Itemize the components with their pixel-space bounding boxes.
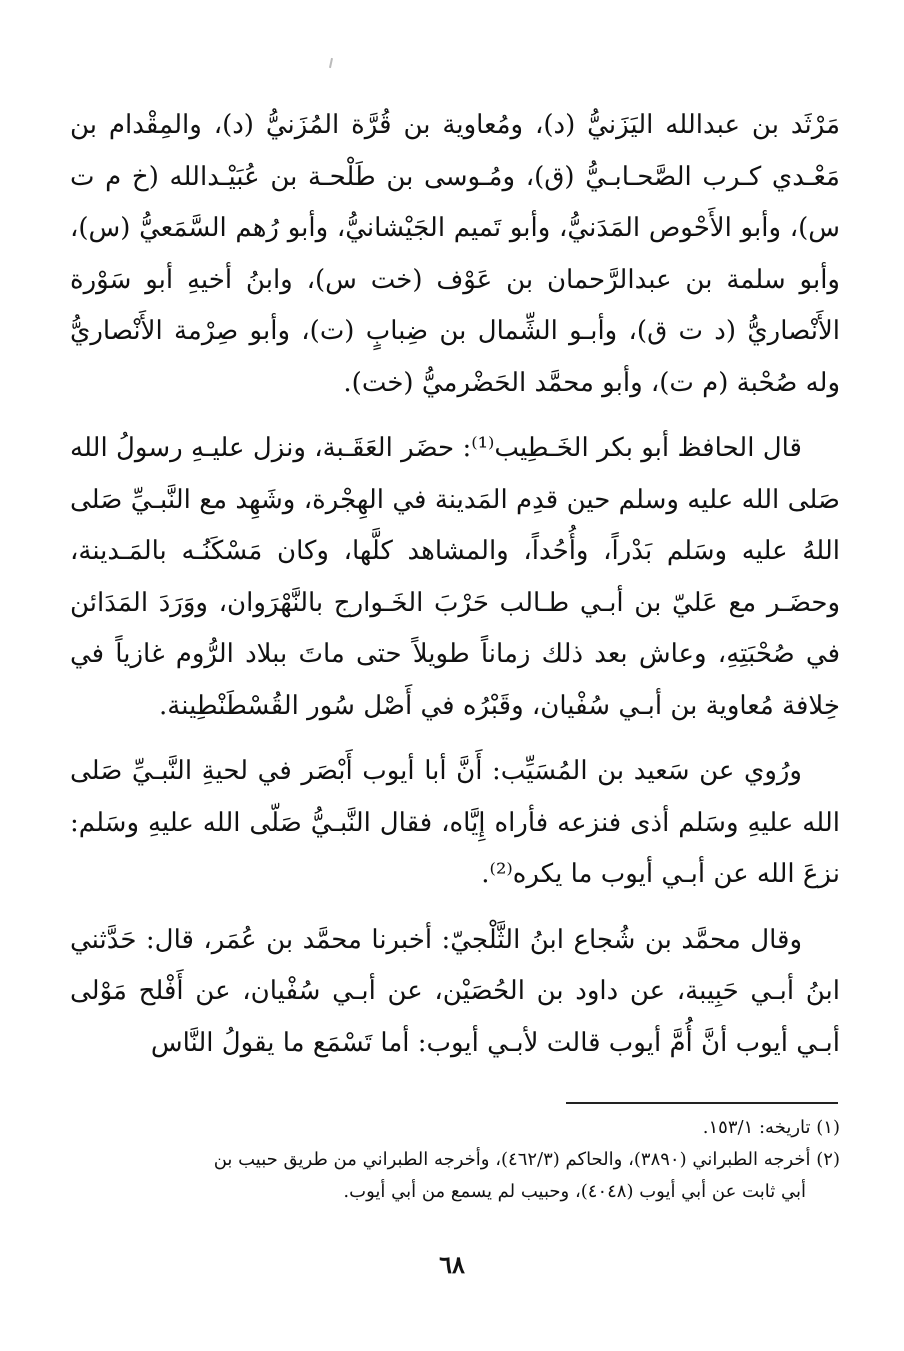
- footnote-text: أخرجه الطبراني (٣٨٩٠)، والحاكم (٤٦٢/٣)، وأخرجه الطبراني من طريق حبيب بن: [213, 1149, 811, 1170]
- footnote-marker: (١): [816, 1117, 840, 1138]
- paragraph-khatib: قال الحافظ أبو بكر الخَـطِيب⁽¹⁾: حضَر العَقَـبة، ونزل عليـهِ رسولُ الله صَلى الله عليه وسلم حين قدِم المَدينة في الهِجْرة، وشَهِد مع النَّبـيِّ صَلى اللهُ عليه وسَلم بَدْراً، وأُحُداً، والمشاهد كلَّها، وكان مَسْكَنُـه بالمَـدينة، وحضَـر مع عَليّ بن أبـي طـالب حَرْبَ الخَـوارج بالنَّهْرَوان، ووَرَدَ المَدَائن في صُحْبَتِهِ، وعاش بعد ذلك زماناً طويلاً حتى ماتَ ببلاد الرُّوم غازياً في خِلافة مُعاوية بن أبـي سُفْيان، وقَبْرُه في أَصْل سُور القُسْطَنْطِينة.: [70, 433, 840, 721]
- page-number: ٦٨: [439, 1250, 465, 1279]
- footnote-2: [70, 1144, 840, 1208]
- main-text: [70, 100, 840, 1069]
- footnote-separator: [566, 1102, 838, 1104]
- paragraph-narrators: مَرْثَد بن عبدالله اليَزَنيُّ (د)، ومُعاوية بن قُرَّة المُزَنيُّ (د)، والمِقْدام بن مَعْـدي كـرب الصَّحـابـيُّ (ق)، ومُـوسى بن طَلْحـة بن عُبَيْـدالله (خ م ت س)، وأبو الأَحْوص المَدَنيُّ، وأبو تَميم الجَيْشانيُّ، وأبو رُهم السَّمَعيُّ (س)، وأبو سلمة بن عبدالرَّحمان بن عَوْف (خت س)، وابنُ أخيهِ أبو سَوْرة الأَنْصاريُّ (د ت ق)، وأبـو الشِّمال بن ضِبابٍ (ت)، وأبو صِرْمة الأَنْصاريُّ وله صُحْبة (م ت)، وأبو محمَّد الحَضْرميُّ (خت).: [70, 110, 840, 398]
- footnotes: [70, 1112, 840, 1208]
- footnote-text: تاريخه: ١٥٣/١.: [702, 1117, 811, 1138]
- scan-mark: [329, 58, 333, 68]
- footnote-marker: (٢): [816, 1149, 840, 1170]
- footnote-continuation: أبي ثابت عن أبي أيوب (٤٠٤٨)، وحبيب لم يسمع من أبي أيوب.: [343, 1181, 806, 1202]
- footnote-1: [70, 1112, 840, 1144]
- paragraph-musayyib: ورُوي عن سَعيد بن المُسَيِّب: أَنَّ أبا أيوب أَبْصَر في لحيةِ النَّبـيِّ صَلى الله عليهِ وسَلم أذى فنزعه فأراه إِيَّاه، فقال النَّبـيُّ صَلّى الله عليهِ وسَلم: نزعَ الله عن أبـي أيوب ما يكره⁽²⁾.: [70, 756, 840, 889]
- paragraph-thalji: وقال محمَّد بن شُجاع ابنُ الثَّلْجيّ: أخبرنا محمَّد بن عُمَر، قال: حَدَّثني ابنُ أبـي حَبِيبة، عن داود بن الحُصَيْن، عن أبـي سُفْيان، عن أَفْلح مَوْلى أبـي أيوب أنَّ أُمَّ أيوب قالت لأبـي أيوب: أما تَسْمَع ما يقولُ النَّاس: [70, 924, 840, 1058]
